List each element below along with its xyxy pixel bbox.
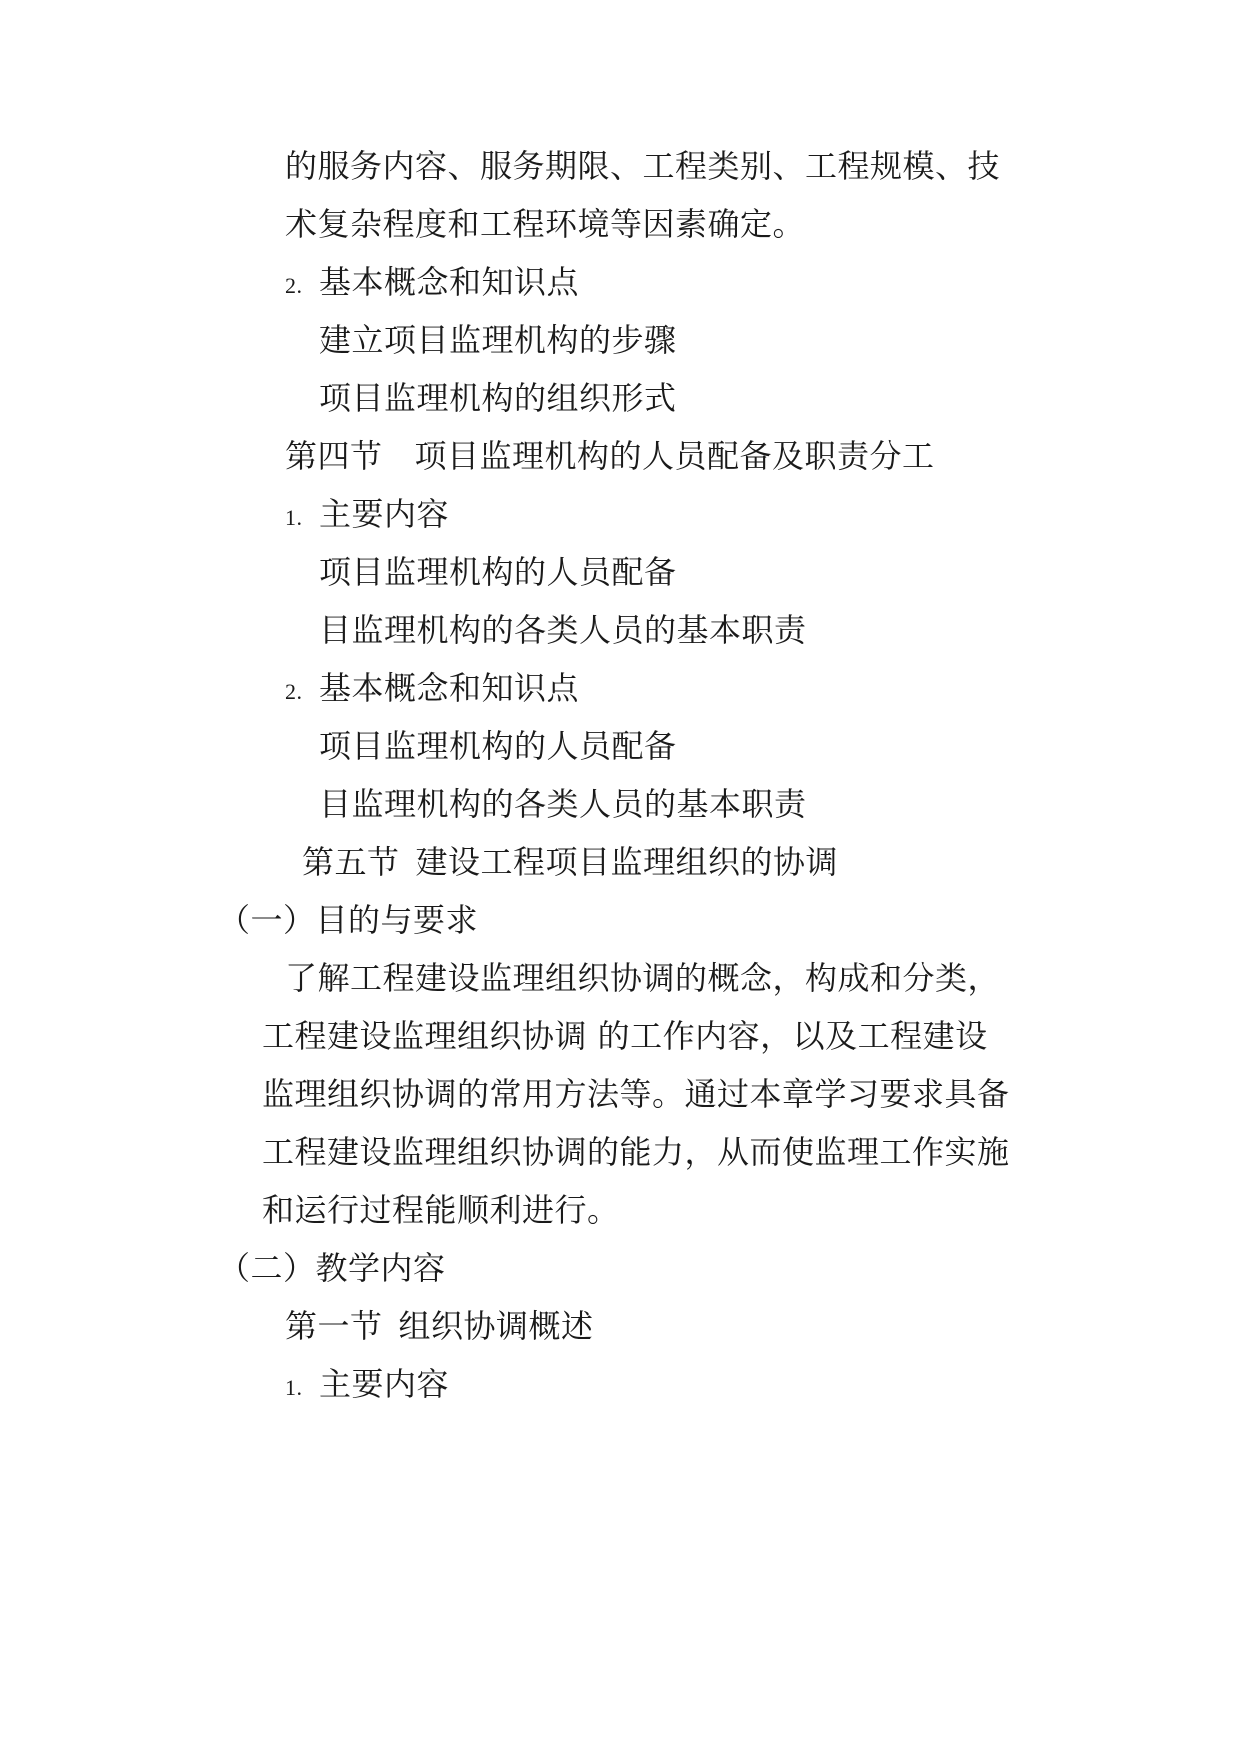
list-item-text: 基本概念和知识点 [319,669,580,707]
list-item-text: 主要内容 [319,1365,450,1403]
paragraph-line: 和运行过程能顺利进行。 [262,1191,620,1229]
section-number: 第四节 [285,437,383,475]
section-heading [302,842,838,882]
section-title: 组织协调概述 [398,1307,594,1345]
list-number: 1. [285,505,303,530]
sub-item: 建立项目监理机构的步骤 [319,321,677,359]
sub-item: 目监理机构的各类人员的基本职责 [319,785,807,823]
paragraph-line: 监理组织协调的常用方法等。通过本章学习要求具备 [262,1075,1010,1113]
list-item [285,668,579,712]
section-title: 建设工程项目监理组织的协调 [415,843,839,881]
sub-item: 项目监理机构的人员配备 [319,553,677,591]
section-number: 第一节 [285,1307,383,1345]
list-item [285,262,579,306]
list-item-text: 基本概念和知识点 [319,263,580,301]
paragraph-line: 工程建设监理组织协调 的工作内容，以及工程建设 [262,1017,988,1055]
list-item [285,1364,449,1408]
sub-item: 项目监理机构的组织形式 [319,379,677,417]
section-heading [285,1306,594,1346]
paragraph-line: 的服务内容、服务期限、工程类别、工程规模、技 [285,147,1001,185]
section-number: 第五节 [302,843,400,881]
subsection-heading: （一）目的与要求 [218,901,479,939]
list-item [285,494,449,538]
sub-item: 目监理机构的各类人员的基本职责 [319,611,807,649]
paragraph-line: 了解工程建设监理组织协调的概念，构成和分类， [285,959,1001,997]
list-item-text: 主要内容 [319,495,450,533]
section-title: 项目监理机构的人员配备及职责分工 [414,437,935,475]
paragraph-line: 工程建设监理组织协调的能力，从而使监理工作实施 [262,1133,1010,1171]
list-number: 2. [285,273,303,298]
paragraph-line: 术复杂程度和工程环境等因素确定。 [285,205,806,243]
list-number: 1. [285,1375,303,1400]
subsection-heading: （二）教学内容 [218,1249,446,1287]
list-number: 2. [285,679,303,704]
sub-item: 项目监理机构的人员配备 [319,727,677,765]
section-heading [285,436,935,476]
